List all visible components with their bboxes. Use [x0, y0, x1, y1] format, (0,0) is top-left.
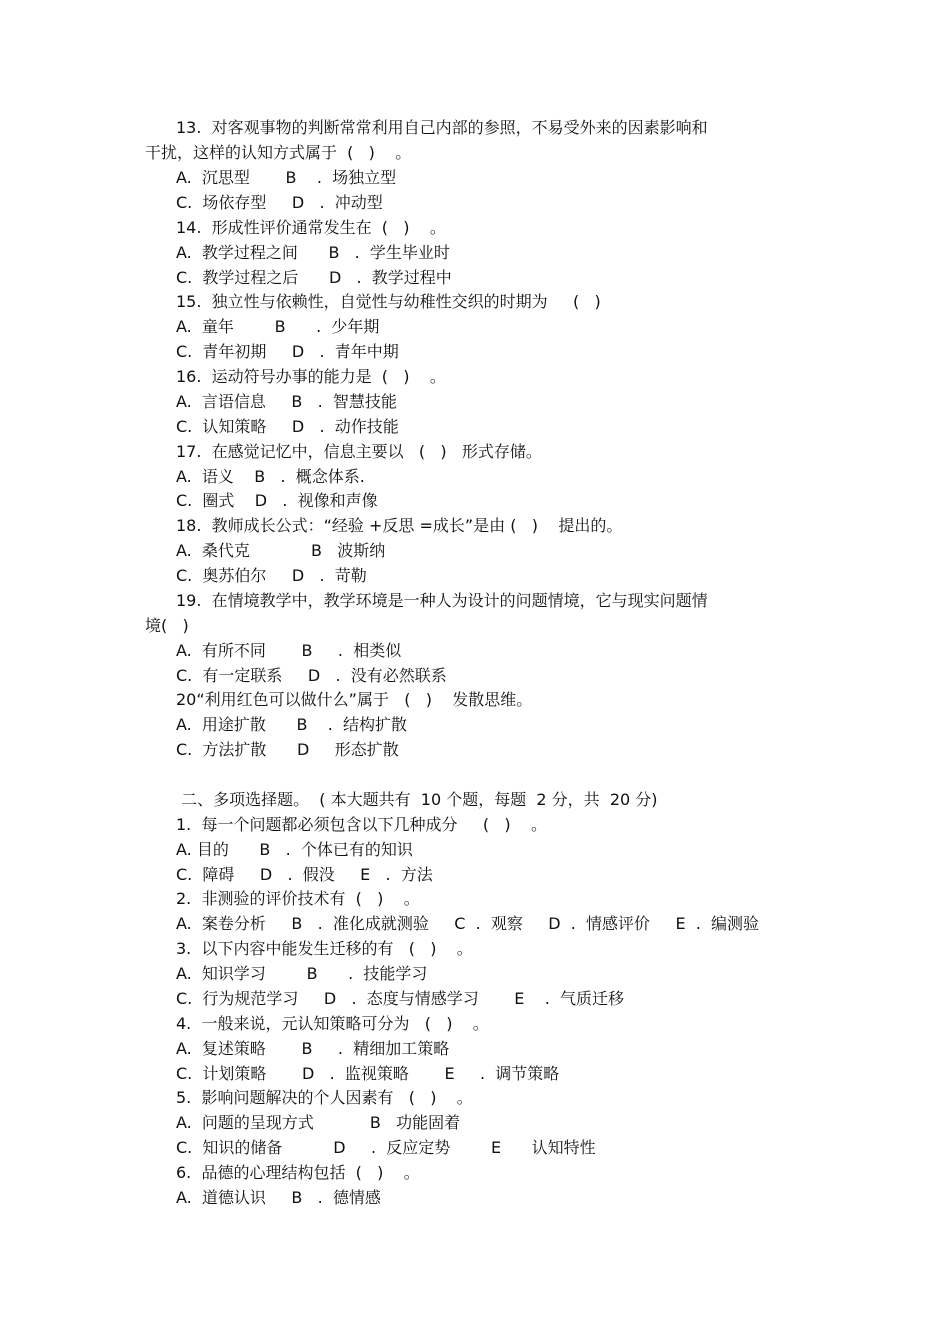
question-17: 17. 在感觉记忆中，信息主要以 ( ) 形式存储。	[176, 442, 542, 461]
multi-question-2-options: A. 案卷分析 B . 准化成就测验 C . 观察 D . 情感评价 E . 编测验	[176, 914, 760, 933]
question-16-options-ab: A. 言语信息 B . 智慧技能	[176, 392, 397, 411]
question-19-options-ab: A. 有所不同 B . 相类似	[176, 641, 402, 660]
multi-question-5-options-ab: A. 问题的呈现方式 B 功能固着	[176, 1113, 461, 1132]
question-14-options-cd: C. 教学过程之后 D . 教学过程中	[176, 268, 452, 287]
multi-question-4-options-cde: C. 计划策略 D . 监视策略 E . 调节策略	[176, 1064, 560, 1083]
multi-question-3-options-cde: C. 行为规范学习 D . 态度与情感学习 E . 气质迁移	[176, 989, 625, 1008]
question-20-options-cd: C. 方法扩散 D 形态扩散	[176, 740, 399, 759]
question-18-options-ab: A. 桑代克 B 波斯纳	[176, 541, 386, 560]
multi-question-6-options-ab: A. 道德认识 B . 德情感	[176, 1188, 381, 1207]
multi-question-4: 4. 一般来说，元认知策略可分为 ( ) 。	[176, 1014, 489, 1033]
question-13-line-1: 13. 对客观事物的判断常常利用自己内部的参照，不易受外来的因素影响和	[176, 118, 708, 137]
multi-question-3-options-ab: A. 知识学习 B . 技能学习	[176, 964, 428, 983]
question-16-options-cd: C. 认知策略 D . 动作技能	[176, 417, 399, 436]
question-19-line-2: 境( )	[145, 616, 189, 635]
question-15: 15. 独立性与依赖性，自觉性与幼稚性交织的时期为 ( )	[176, 292, 601, 311]
multi-question-5: 5. 影响问题解决的个人因素有 ( ) 。	[176, 1088, 473, 1107]
multi-question-6: 6. 品德的心理结构包括 ( ) 。	[176, 1163, 420, 1182]
question-20: 20“利用红色可以做什么”属于 ( ) 发散思维。	[176, 690, 533, 709]
multi-question-1-options-cde: C. 障碍 D . 假没 E . 方法	[176, 865, 433, 884]
question-13-options-ab: A. 沉思型 B . 场独立型	[176, 168, 397, 187]
question-15-options-ab: A. 童年 B . 少年期	[176, 317, 380, 336]
multi-question-4-options-ab: A. 复述策略 B . 精细加工策略	[176, 1039, 450, 1058]
question-13-options-cd: C. 场依存型 D . 冲动型	[176, 193, 383, 212]
question-13-line-2: 干扰，这样的认知方式属于 ( ) 。	[145, 143, 412, 162]
question-14: 14. 形成性评价通常发生在 ( ) 。	[176, 218, 446, 237]
multi-question-3: 3. 以下内容中能发生迁移的有 ( ) 。	[176, 939, 473, 958]
question-18-options-cd: C. 奥苏伯尔 D . 苛勒	[176, 566, 367, 585]
question-18: 18. 教师成长公式：“经验 +反思 =成长”是由 ( ) 提出的。	[176, 516, 623, 535]
question-17-options-cd: C. 圈式 D . 视像和声像	[176, 491, 378, 510]
multi-question-5-options-cde: C. 知识的储备 D . 反应定势 E 认知特性	[176, 1138, 596, 1157]
multi-question-1-options-ab: A. 目的 B . 个体已有的知识	[176, 840, 413, 859]
question-17-options-ab: A. 语义 B . 概念体系.	[176, 467, 365, 486]
section-2-heading: 二、多项选择题。 ( 本大题共有 10 个题，每题 2 分，共 20 分)	[176, 790, 658, 809]
question-19-options-cd: C. 有一定联系 D . 没有必然联系	[176, 666, 447, 685]
question-19-line-1: 19. 在情境教学中，教学环境是一种人为设计的问题情境，它与现实问题情	[176, 591, 708, 610]
multi-question-1: 1. 每一个问题都必须包含以下几种成分 ( ) 。	[176, 815, 547, 834]
question-16: 16. 运动符号办事的能力是 ( ) 。	[176, 367, 446, 386]
question-20-options-ab: A. 用途扩散 B . 结构扩散	[176, 715, 408, 734]
question-15-options-cd: C. 青年初期 D . 青年中期	[176, 342, 399, 361]
question-14-options-ab: A. 教学过程之间 B . 学生毕业时	[176, 243, 450, 262]
multi-question-2: 2. 非测验的评价技术有 ( ) 。	[176, 889, 420, 908]
